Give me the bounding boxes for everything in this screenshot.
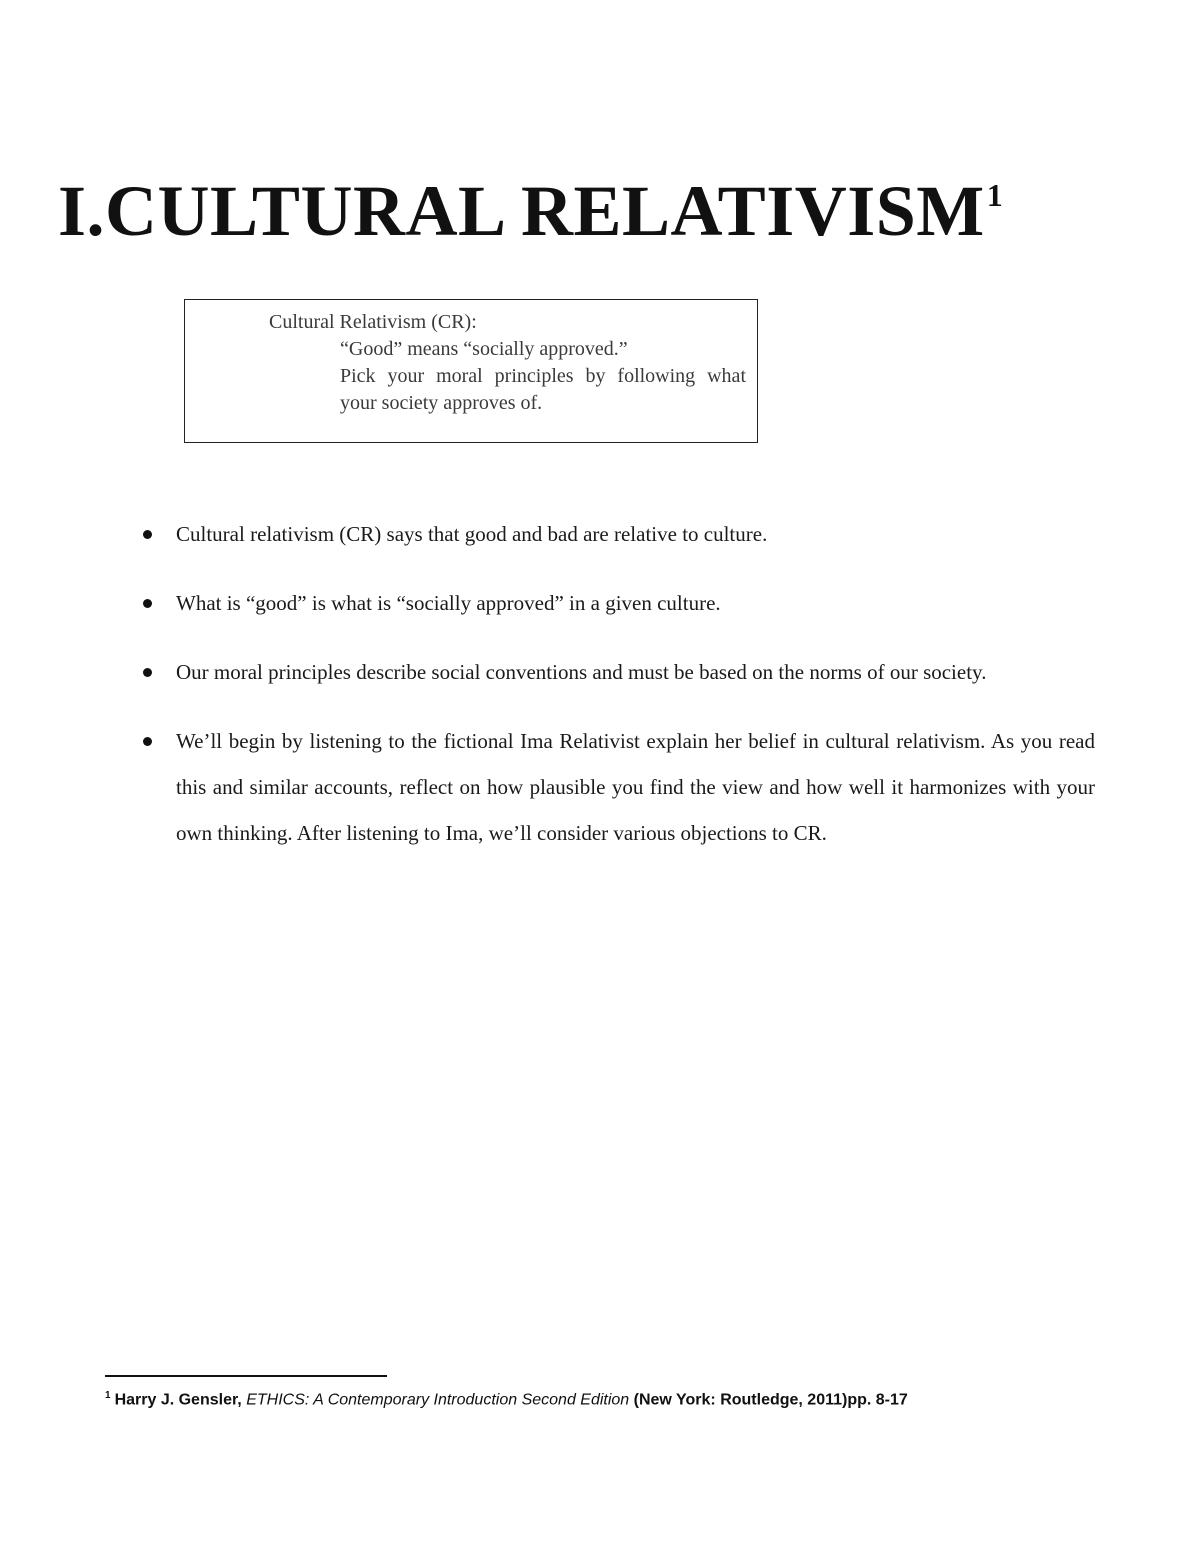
bullet-item (140, 718, 1095, 856)
definition-instruction-line-2: your society approves of. (340, 392, 543, 414)
footnote-reference[interactable]: 1 (986, 177, 1004, 213)
bullet-list (140, 511, 1095, 879)
title-text: I.CULTURAL RELATIVISM (58, 171, 985, 251)
bullet-icon (143, 599, 152, 608)
bullet-text: Our moral principles describe social conventions and must be based on the norms of our society. (176, 660, 987, 684)
bullet-icon (143, 737, 152, 746)
bullet-text: We’ll begin by listening to the fictional Ima Relativist explain her belief in cultural relativism. As you read this and similar accounts, reflect on how plausible you find the view and how well it harmonizes with your own thinking. After listening to Ima, we’ll consider various objections to CR. (176, 729, 1095, 845)
footnote-number: 1 (105, 1390, 111, 1401)
bullet-text: What is “good” is what is “socially approved” in a given culture. (176, 591, 721, 615)
footnote (105, 1390, 908, 1409)
bullet-icon (143, 668, 152, 677)
bullet-text: Cultural relativism (CR) says that good and bad are relative to culture. (176, 522, 768, 546)
footnote-author: Harry J. Gensler, (114, 1391, 247, 1409)
footnote-publication: (New York: Routledge, 2011)pp. 8-17 (629, 1391, 908, 1409)
definition-body (340, 336, 746, 417)
definition-box (184, 299, 758, 443)
footnote-separator (105, 1375, 387, 1377)
page-title (58, 171, 1004, 251)
definition-instruction-line-1: Pick your moral principles by following what (340, 365, 746, 387)
bullet-item (140, 580, 1095, 626)
bullet-item (140, 649, 1095, 695)
bullet-icon (143, 530, 152, 539)
footnote-book-title: ETHICS: A Contemporary Introduction Second Edition (246, 1391, 630, 1409)
definition-term: Cultural Relativism (CR): (269, 311, 477, 333)
bullet-item (140, 511, 1095, 557)
definition-meaning: “Good” means “socially approved.” (340, 338, 628, 360)
